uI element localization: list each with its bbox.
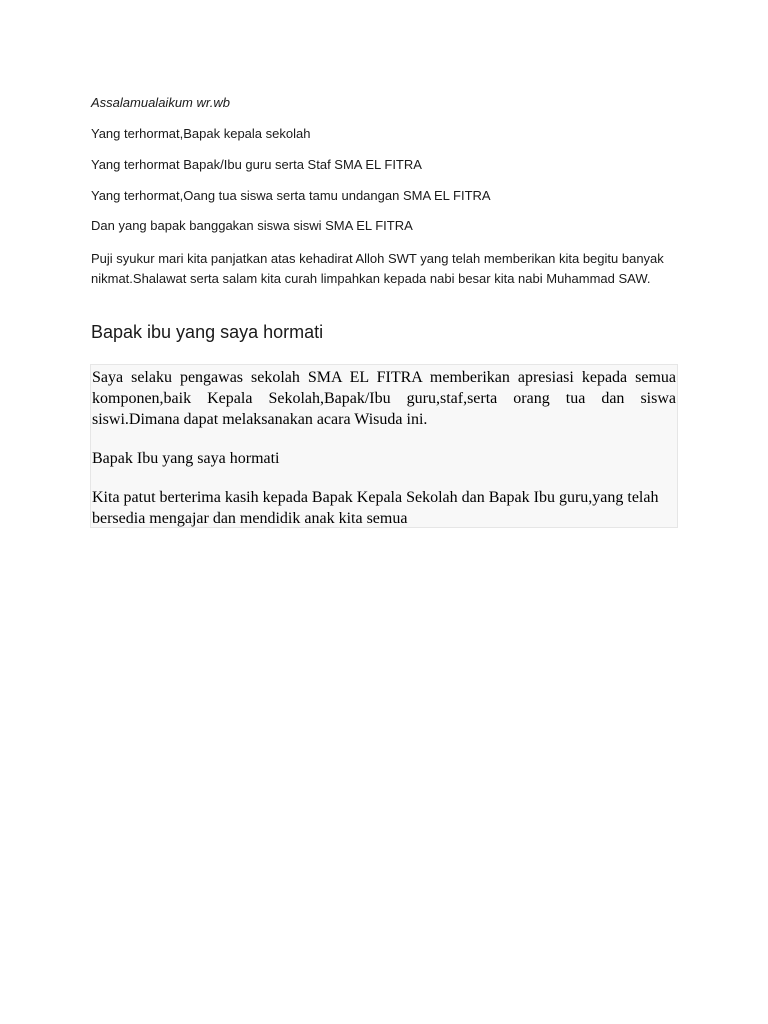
- salutation-line: Yang terhormat,Bapak kepala sekolah: [91, 126, 311, 141]
- section-heading: Bapak ibu yang saya hormati: [91, 322, 324, 342]
- box-paragraph: Saya selaku pengawas sekolah SMA EL FITRA memberikan apresiasi kepada semua komponen,baik Kepala Sekolah,Bapak/Ibu guru,staf,serta orang tua dan siswa siswi.Dimana dapat melaksanakan acara Wisuda ini.: [92, 369, 676, 428]
- box-paragraph: Bapak Ibu yang saya hormati: [92, 450, 280, 467]
- opening-paragraph: Puji syukur mari kita panjatkan atas kehadirat Alloh SWT yang telah memberikan kita begitu banyak nikmat.Shalawat serta salam kita curah limpahkan kepada nabi besar kita nabi Muhammad SAW.: [91, 251, 664, 286]
- greeting-text: Assalamualaikum wr.wb: [91, 95, 230, 110]
- box-paragraph: Kita patut berterima kasih kepada Bapak Kepala Sekolah dan Bapak Ibu guru,yang telah bersedia mengajar dan mendidik anak kita semua: [92, 489, 659, 527]
- salutation-line: Yang terhormat,Oang tua siswa serta tamu undangan SMA EL FITRA: [91, 188, 491, 203]
- salutation-line: Dan yang bapak banggakan siswa siswi SMA EL FITRA: [91, 218, 413, 233]
- highlighted-text-box: [90, 364, 678, 528]
- salutation-line: Yang terhormat Bapak/Ibu guru serta Staf SMA EL FITRA: [91, 157, 422, 172]
